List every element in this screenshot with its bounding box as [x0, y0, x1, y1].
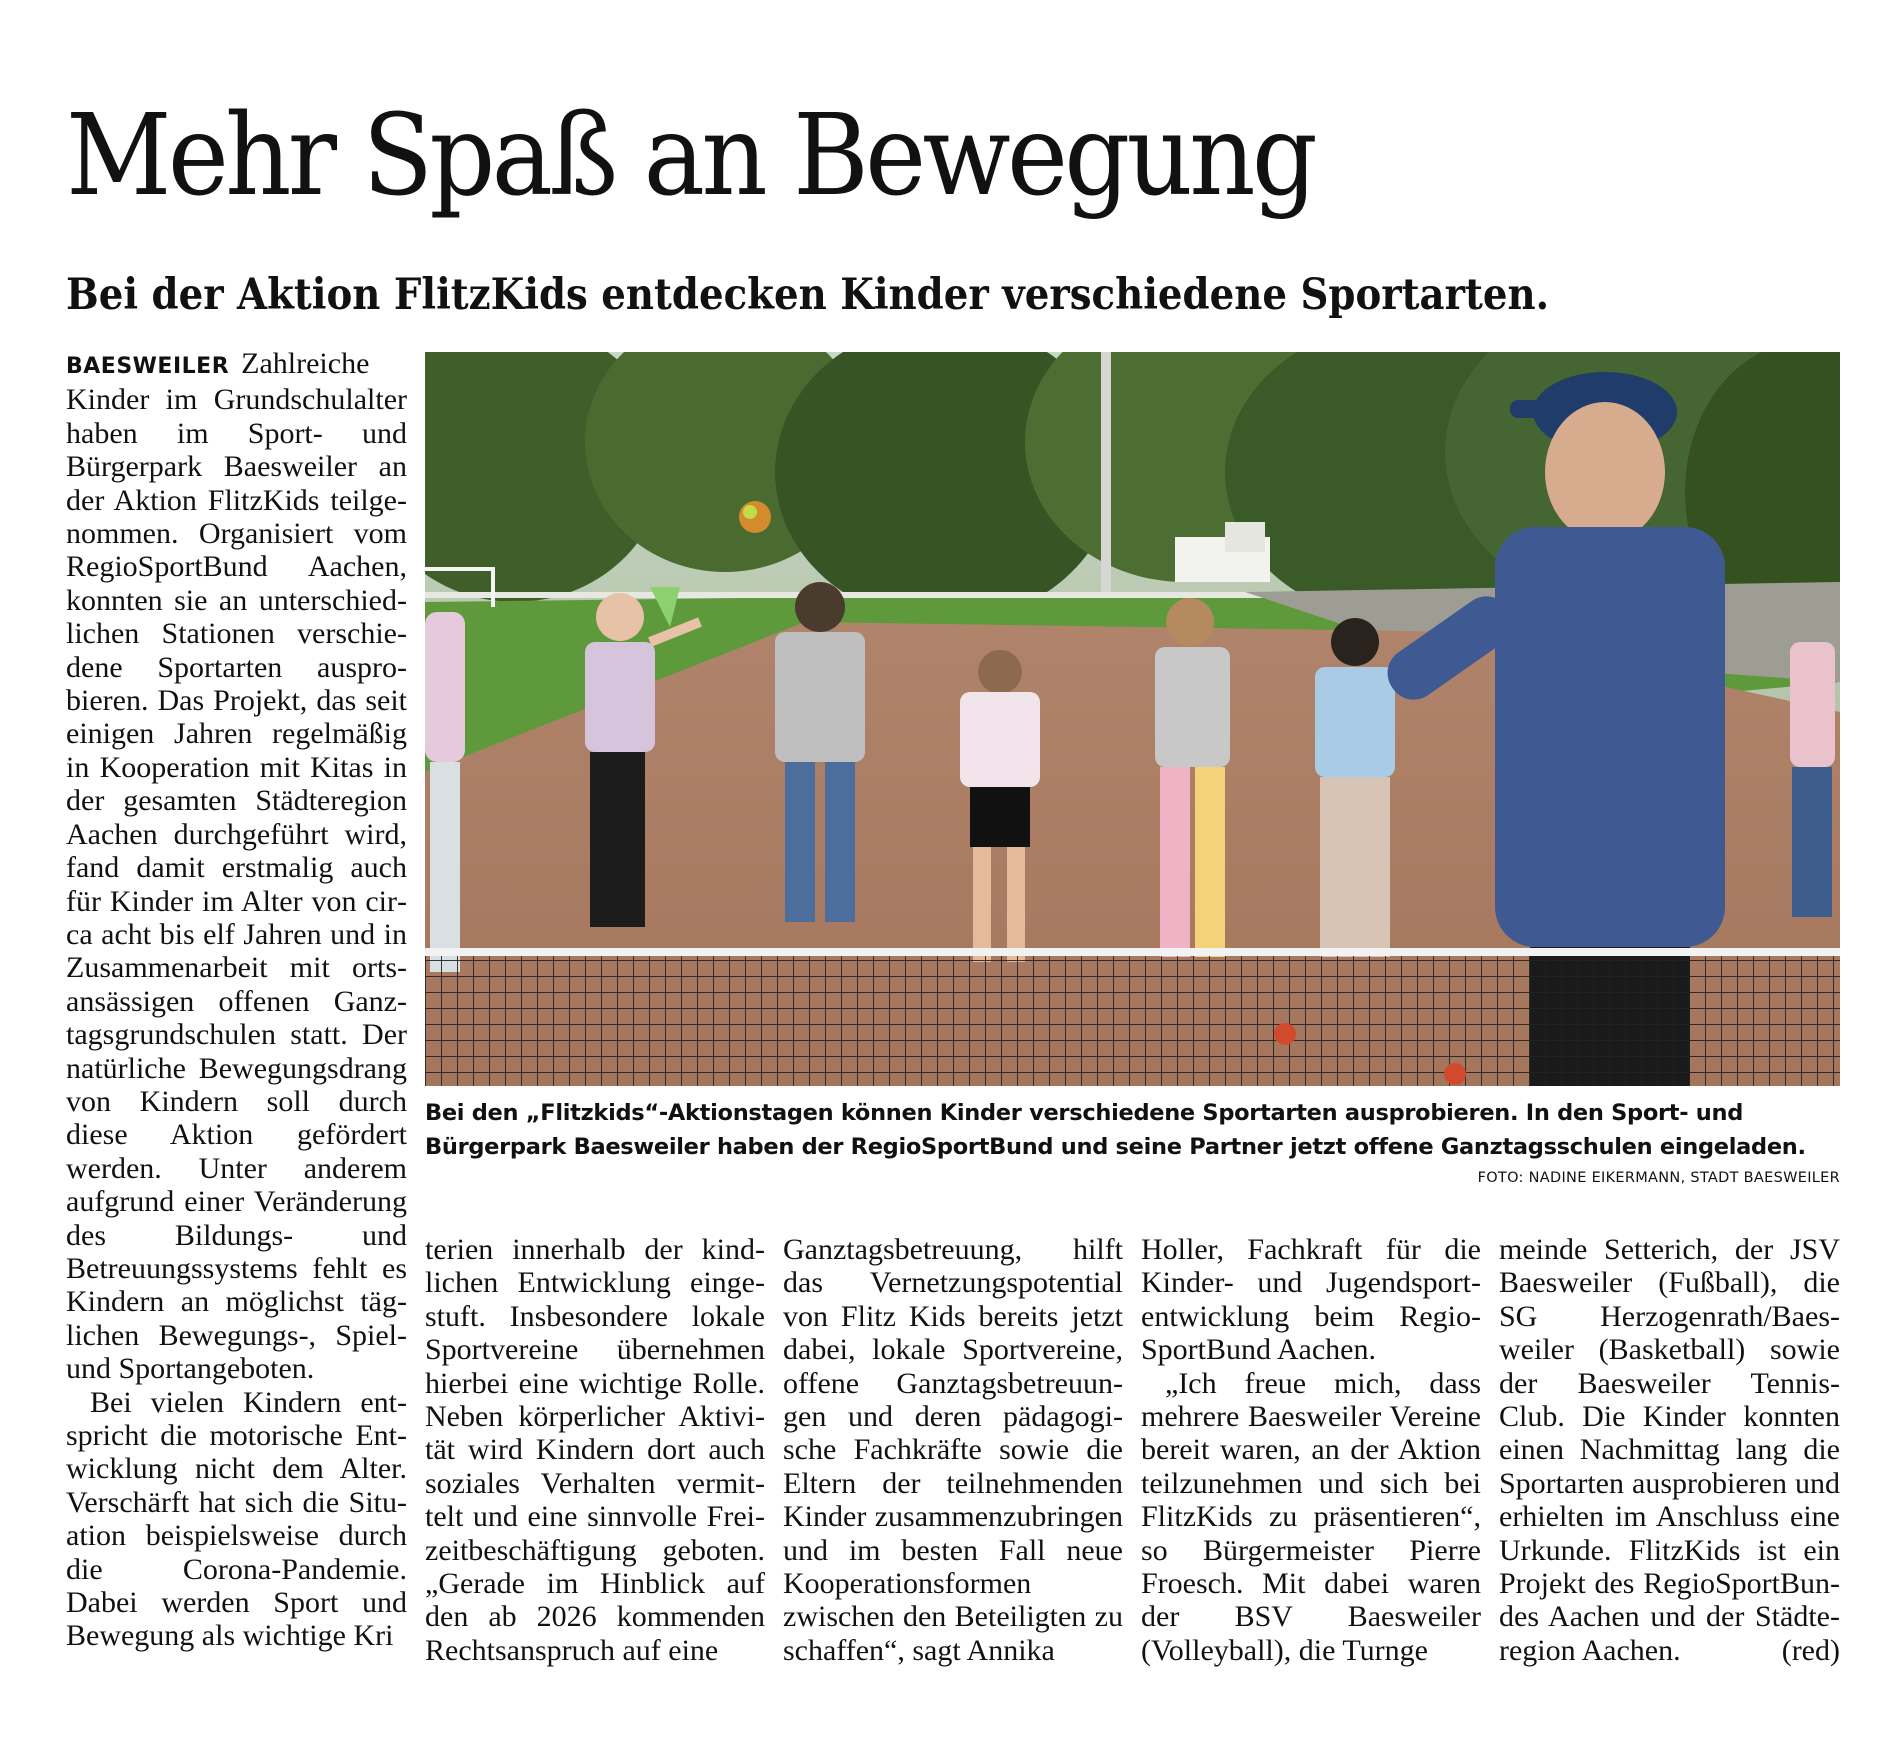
author-tag: (red) [1781, 1633, 1840, 1667]
article-column-5 [1499, 1233, 1840, 1667]
article-photo [425, 352, 1840, 1086]
article-paragraph-1 [66, 347, 407, 1386]
article-column-2 [425, 1233, 765, 1667]
headline: Mehr Spaß an Bewegung [66, 91, 1315, 221]
photo-children-sports-field [425, 352, 1840, 1086]
article-paragraph-2: Bei vielen Kindern entspricht die motorische Entwicklung nicht dem Alter. Verschärft hat sich die Situation beispielsweise durch die Corona-Pandemie. Dabei werden Sport und Bewegung als wichtige Kri [66, 1385, 407, 1653]
article-column-1 [66, 347, 407, 1653]
col4-text-1: Holler, Fachkraft für die Kinder- und Jugendsportentwicklung beim RegioSportBund Aachen. [1141, 1233, 1481, 1367]
article-column-4 [1141, 1233, 1481, 1667]
article-column-3 [783, 1233, 1123, 1667]
col3-text: Ganztagsbetreuung, hilft das Vernetzungspotential von Flitz Kids bereits jetzt dabei, lokale Sportvereine, offene Ganztagsbetreuungen und deren pädagogische Fachkräfte sowie die Eltern der teilnehmenden Kinder zusammenzubringen und im besten Fall neue Kooperationsformen zwischen den Beteiligten zu schaffen“, sagt Annika [783, 1233, 1123, 1667]
col1-text-1: Zahlreiche Kinder im Grundschulalter haben im Sport- und Bürgerpark Baesweiler an der Aktion FlitzKids teilgenommen. Organisiert vom RegioSportBund Aachen, konnten sie an unterschiedlichen Stationen verschiedene Sportarten ausprobieren. Das Projekt, das seit einigen Jahren regelmäßig in Kooperation mit Kitas in der gesamten Städteregion Aachen durchgeführt wird, fand damit erstmalig auch für Kinder im Alter von circa acht bis elf Jahren und in Zusammenarbeit mit ortsansässigen offenen Ganztagsgrundschulen statt. Der natürliche Bewegungsdrang von Kindern soll durch diese Aktion gefördert werden. Unter anderem aufgrund einer Veränderung des Bildungs- und Betreuungssystems fehlt es Kindern an möglichst täglichen Bewegungs-, Spiel- und Sportangeboten. [66, 347, 407, 1386]
col4-text-2: „Ich freue mich, dass mehrere Baesweiler Vereine bereit waren, an der Aktion teilzunehmen und sich bei FlitzKids zu präsentieren“, so Bürgermeister Pierre Froesch. Mit dabei waren der BSV Baesweiler (Volleyball), die Turnge [1141, 1366, 1481, 1667]
subheadline: Bei der Aktion FlitzKids entdecken Kinder verschiedene Sportarten. [66, 270, 1550, 320]
col2-text: terien innerhalb der kindlichen Entwicklung eingestuft. Insbesondere lokale Sportvereine übernehmen hierbei eine wichtige Rolle. Neben körperlicher Aktivität wird Kindern dort auch soziales Verhalten vermittelt und eine sinnvolle Freizeitbeschäftigung geboten. „Gerade im Hinblick auf den ab 2026 kommenden Rechtsanspruch auf eine [425, 1233, 765, 1667]
photo-caption: Bei den „Flitzkids“-Aktionstagen können Kinder verschiedene Sportarten ausprobieren. In den Sport- und Bürgerpark Baesweiler haben der RegioSportBund und seine Partner jetzt offene Ganztagsschulen eingeladen. [425, 1100, 1806, 1160]
photo-credit: FOTO: NADINE EIKERMANN, STADT BAESWEILER [1477, 1170, 1840, 1186]
dateline: BAESWEILER [66, 354, 230, 379]
col5-text: meinde Setterich, der JSV Baesweiler (Fußball), die SG Herzogenrath/Baesweiler (Basketball) sowie der Baesweiler Tennis-Club. Die Kinder konnten einen Nachmittag lang die Sportarten ausprobieren und erhielten im Anschluss eine Urkunde. FlitzKids ist ein Projekt des RegioSportBundes Aachen und der Städteregion Aachen. [1499, 1233, 1840, 1667]
col5-paragraph [1499, 1233, 1840, 1667]
